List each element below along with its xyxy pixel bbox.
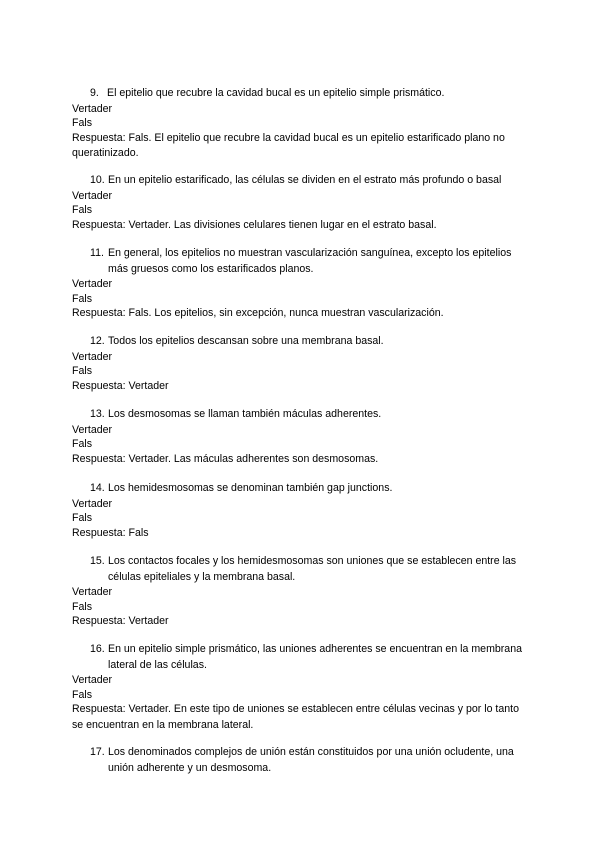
option-false: Fals xyxy=(72,365,93,378)
option-false: Fals xyxy=(72,204,93,217)
answer-text: Respuesta: Fals. El epitelio que recubre la cavidad bucal es un epitelio estarificado plano no queratinizado. xyxy=(72,131,505,160)
question-stem xyxy=(72,246,532,277)
question-number: 14. xyxy=(90,482,105,494)
question-16 xyxy=(72,642,532,733)
question-stem xyxy=(72,642,532,673)
question-number: 17. xyxy=(90,746,105,758)
question-stem xyxy=(72,86,532,102)
question-text: Los contactos focales y los hemidesmosomas son uniones que se establecen entre las células epiteliales y la membrana basal. xyxy=(108,555,517,583)
question-14 xyxy=(72,481,532,541)
option-true: Vertader xyxy=(72,350,113,363)
question-number: 16. xyxy=(90,643,105,655)
answer-text: Respuesta: Vertader xyxy=(72,615,169,628)
question-text: Los hemidesmosomas se denominan también gap junctions. xyxy=(108,482,393,494)
option-false: Fals xyxy=(72,117,93,130)
option-true: Vertader xyxy=(72,423,113,436)
question-stem xyxy=(72,334,532,350)
option-false: Fals xyxy=(72,688,93,701)
question-stem xyxy=(72,407,532,423)
answer-text: Respuesta: Vertader. Las máculas adherentes son desmosomas. xyxy=(72,452,379,465)
question-12 xyxy=(72,334,532,394)
option-true: Vertader xyxy=(72,189,113,202)
answer-text: Respuesta: Vertader. En este tipo de uniones se establecen entre células vecinas y por lo tanto se encuentran en la membrana lateral. xyxy=(72,703,519,731)
question-number: 10. xyxy=(90,174,105,186)
question-text: El epitelio que recubre la cavidad bucal es un epitelio simple prismático. xyxy=(107,87,445,99)
question-text: Los desmosomas se llaman también máculas adherentes. xyxy=(108,408,382,420)
question-11 xyxy=(72,246,532,322)
question-text: Todos los epitelios descansan sobre una membrana basal. xyxy=(108,335,384,347)
option-true: Vertader xyxy=(72,674,113,686)
question-15 xyxy=(72,554,532,630)
question-number: 9. xyxy=(90,87,99,99)
answer-text: Respuesta: Fals. Los epitelios, sin excepción, nunca muestran vascularización. xyxy=(72,307,444,320)
question-13 xyxy=(72,407,532,467)
question-number: 13. xyxy=(90,408,105,420)
option-false: Fals xyxy=(72,438,93,451)
question-text: Los denominados complejos de unión están constituidos por una unión ocludente, una unión adherente y un desmosoma. xyxy=(108,746,514,774)
question-stem xyxy=(72,173,532,189)
answer-text: Respuesta: Vertader xyxy=(72,379,169,392)
question-text: En un epitelio estarificado, las células se dividen en el estrato más profundo o basal xyxy=(108,174,502,186)
question-number: 11. xyxy=(90,247,104,259)
option-true: Vertader xyxy=(72,102,113,115)
question-17 xyxy=(72,745,532,776)
answer-text: Respuesta: Vertader. Las divisiones celulares tienen lugar en el estrato basal. xyxy=(72,218,437,231)
question-text: En un epitelio simple prismático, las uniones adherentes se encuentran en la membrana lateral de las células. xyxy=(108,643,522,671)
question-10 xyxy=(72,173,532,233)
option-false: Fals xyxy=(72,600,93,613)
option-true: Vertader xyxy=(72,586,113,598)
question-number: 12. xyxy=(90,335,105,347)
option-true: Vertader xyxy=(72,497,113,510)
option-true: Vertader xyxy=(72,278,113,290)
question-number: 15. xyxy=(90,555,105,567)
question-text: En general, los epitelios no muestran vascularización sanguínea, excepto los epitelios más gruesos como los estarificados planos. xyxy=(108,247,512,275)
option-false: Fals xyxy=(72,292,93,305)
question-stem xyxy=(72,554,532,585)
question-stem xyxy=(72,745,532,776)
question-9 xyxy=(72,86,532,162)
option-false: Fals xyxy=(72,512,93,525)
question-stem xyxy=(72,481,532,497)
answer-text: Respuesta: Fals xyxy=(72,526,149,539)
